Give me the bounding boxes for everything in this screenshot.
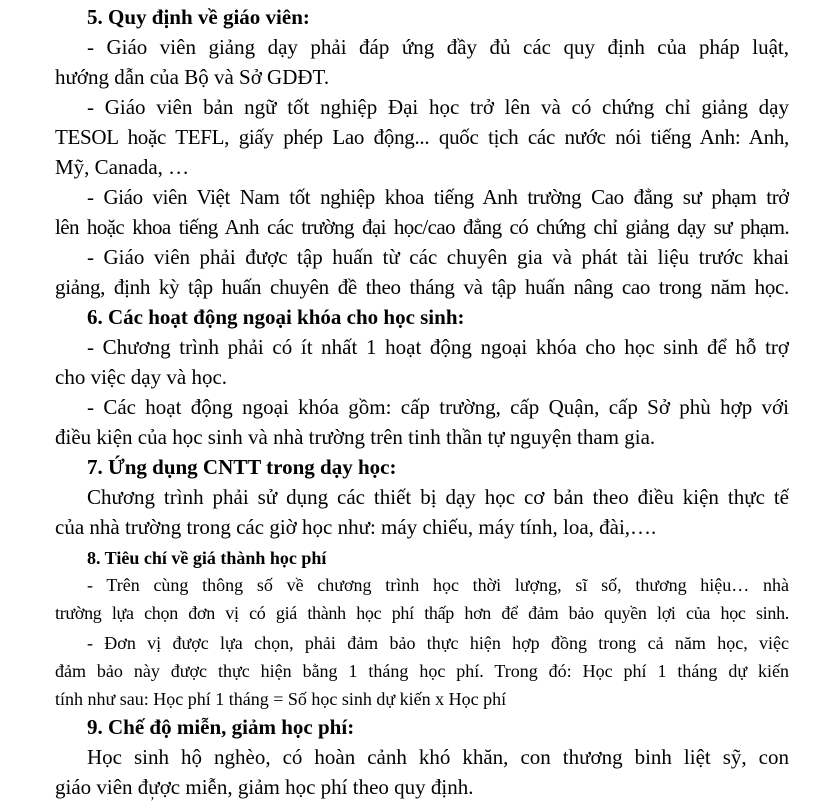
section-5-line-5: Mỹ, Canada, … bbox=[55, 155, 190, 179]
section-8-line-3: - Đơn vị được lựa chọn, phải đảm bảo thực hiện hợp đồng trong cả năm học, việc bbox=[87, 633, 789, 653]
section-6-line-4: điều kiện của học sinh và nhà trường trên tinh thần tự nguyện tham gia. bbox=[55, 425, 656, 449]
section-5-line-7: lên hoặc khoa tiếng Anh các trường đại học/cao đẳng có chứng chỉ giảng dạy sư phạm. bbox=[55, 215, 789, 239]
section-5-line-9: giảng, định kỳ tập huấn chuyên đề theo tháng và tập huấn nâng cao trong năm học. bbox=[55, 275, 789, 299]
section-6-line-2: cho việc dạy và học. bbox=[55, 365, 228, 389]
section-5-heading: 5. Quy định về giáo viên: bbox=[87, 5, 310, 29]
section-5-line-2: hướng dẫn của Bộ và Sở GDĐT. bbox=[55, 65, 330, 89]
section-8-line-4: đảm bảo này được thực hiện bằng 1 tháng học phí. Trong đó: Học phí 1 tháng dự kiến bbox=[55, 661, 789, 681]
section-5-line-1: - Giáo viên giảng dạy phải đáp ứng đầy đủ các quy định của pháp luật, bbox=[87, 35, 789, 59]
cut-off-text-fragment: ’ bbox=[150, 796, 155, 805]
section-8-line-2: trường lựa chọn đơn vị có giá thành học phí thấp hơn để đảm bảo quyền lợi của học sinh. bbox=[55, 603, 789, 623]
section-8-line-5: tính như sau: Học phí 1 tháng = Số học sinh dự kiến x Học phí bbox=[55, 689, 507, 709]
section-7-line-2: của nhà trường trong các giờ học như: máy chiếu, máy tính, loa, đài,…. bbox=[55, 515, 657, 539]
section-9-line-2: giáo viên được miễn, giảm học phí theo quy định. bbox=[55, 775, 474, 799]
section-5-line-6: - Giáo viên Việt Nam tốt nghiệp khoa tiếng Anh trường Cao đẳng sư phạm trở bbox=[87, 185, 789, 209]
section-6-heading: 6. Các hoạt động ngoại khóa cho học sinh: bbox=[87, 305, 465, 329]
section-7-heading: 7. Ứng dụng CNTT trong dạy học: bbox=[87, 455, 397, 479]
section-5-line-4: TESOL hoặc TEFL, giấy phép Lao động... quốc tịch các nước nói tiếng Anh: Anh, bbox=[55, 125, 789, 149]
section-5-line-8: - Giáo viên phải được tập huấn từ các chuyên gia và phát tài liệu trước khai bbox=[87, 245, 789, 269]
section-6-line-1: - Chương trình phải có ít nhất 1 hoạt động ngoại khóa cho học sinh để hỗ trợ bbox=[87, 335, 789, 359]
section-7-line-1: Chương trình phải sử dụng các thiết bị dạy học cơ bản theo điều kiện thực tế bbox=[87, 485, 789, 509]
section-6-line-3: - Các hoạt động ngoại khóa gồm: cấp trường, cấp Quận, cấp Sở phù hợp với bbox=[87, 395, 789, 419]
section-8-line-1: - Trên cùng thông số về chương trình học thời lượng, sĩ số, thương hiệu… nhà bbox=[87, 575, 789, 595]
section-8-heading: 8. Tiêu chí về giá thành học phí bbox=[87, 548, 327, 568]
section-5-line-3: - Giáo viên bản ngữ tốt nghiệp Đại học trở lên và có chứng chỉ giảng dạy bbox=[87, 95, 789, 119]
section-9-line-1: Học sinh hộ nghèo, có hoàn cảnh khó khăn, con thương binh liệt sỹ, con bbox=[87, 745, 789, 769]
section-9-heading: 9. Chế độ miễn, giảm học phí: bbox=[87, 715, 355, 739]
